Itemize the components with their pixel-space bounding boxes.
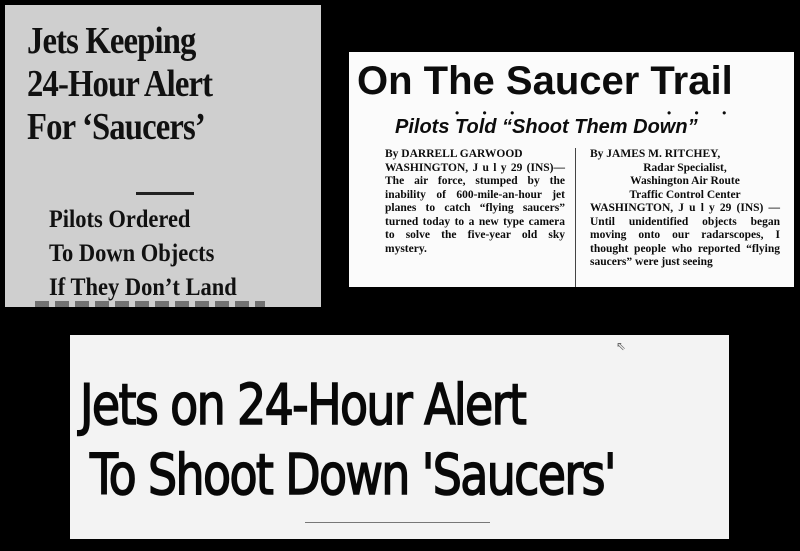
article-body: WASHINGTON, J u l y 29 (INS)—The air force, stumped by the inability of 600-mile-an-hour jet planes to catch “flying saucers” turned today to a new type camera to solve the five-year old sky mystery.: [385, 161, 565, 255]
headline-line-3: For ‘Saucers’: [27, 106, 205, 148]
credit-line-3: Traffic Control Center: [629, 188, 741, 201]
column-divider: [575, 148, 576, 287]
cut-off-text-edge: [35, 301, 265, 307]
mouse-pointer-icon: ⇖: [616, 339, 627, 353]
clipping-shoot-down-saucers: [70, 335, 729, 539]
credit-line-1: Radar Specialist,: [643, 161, 727, 174]
subhead-line-2: To Down Objects: [49, 240, 215, 267]
column-garwood: [385, 148, 565, 256]
headline-line-2: To Shoot Down 'Saucers': [90, 443, 615, 508]
headline-line-1: Jets on 24-Hour Alert: [80, 373, 526, 438]
clipping-jets-keeping-alert: [5, 5, 321, 307]
column-ritchey: [590, 148, 780, 270]
clipping-title: On The Saucer Trail: [357, 59, 733, 103]
subhead: [49, 203, 237, 305]
clipping-subtitle: Pilots Told “Shoot Them Down”: [395, 116, 698, 138]
ornament-dots-left: • • •: [455, 106, 525, 120]
subhead-line-1: Pilots Ordered: [49, 206, 191, 233]
headline-divider: [136, 192, 194, 195]
article-body: WASHINGTON, J u l y 29 (INS) — Until unidentified objects began moving onto our radarscopes, I thought people who reported “flying saucers” were just seeing: [590, 202, 780, 268]
ornament-dots-right: • • •: [667, 106, 737, 120]
subhead-line-3: If They Don’t Land: [49, 274, 237, 301]
headline-line-1: Jets Keeping: [27, 20, 196, 62]
credit-line-2: Washington Air Route: [630, 175, 740, 187]
byline: By JAMES M. RITCHEY,: [590, 148, 721, 160]
headline-divider: [305, 522, 490, 523]
clipping-saucer-trail: [349, 52, 794, 287]
headline-line-2: 24-Hour Alert: [27, 63, 213, 105]
headline: [27, 21, 212, 150]
byline: By DARRELL GARWOOD: [385, 148, 523, 160]
